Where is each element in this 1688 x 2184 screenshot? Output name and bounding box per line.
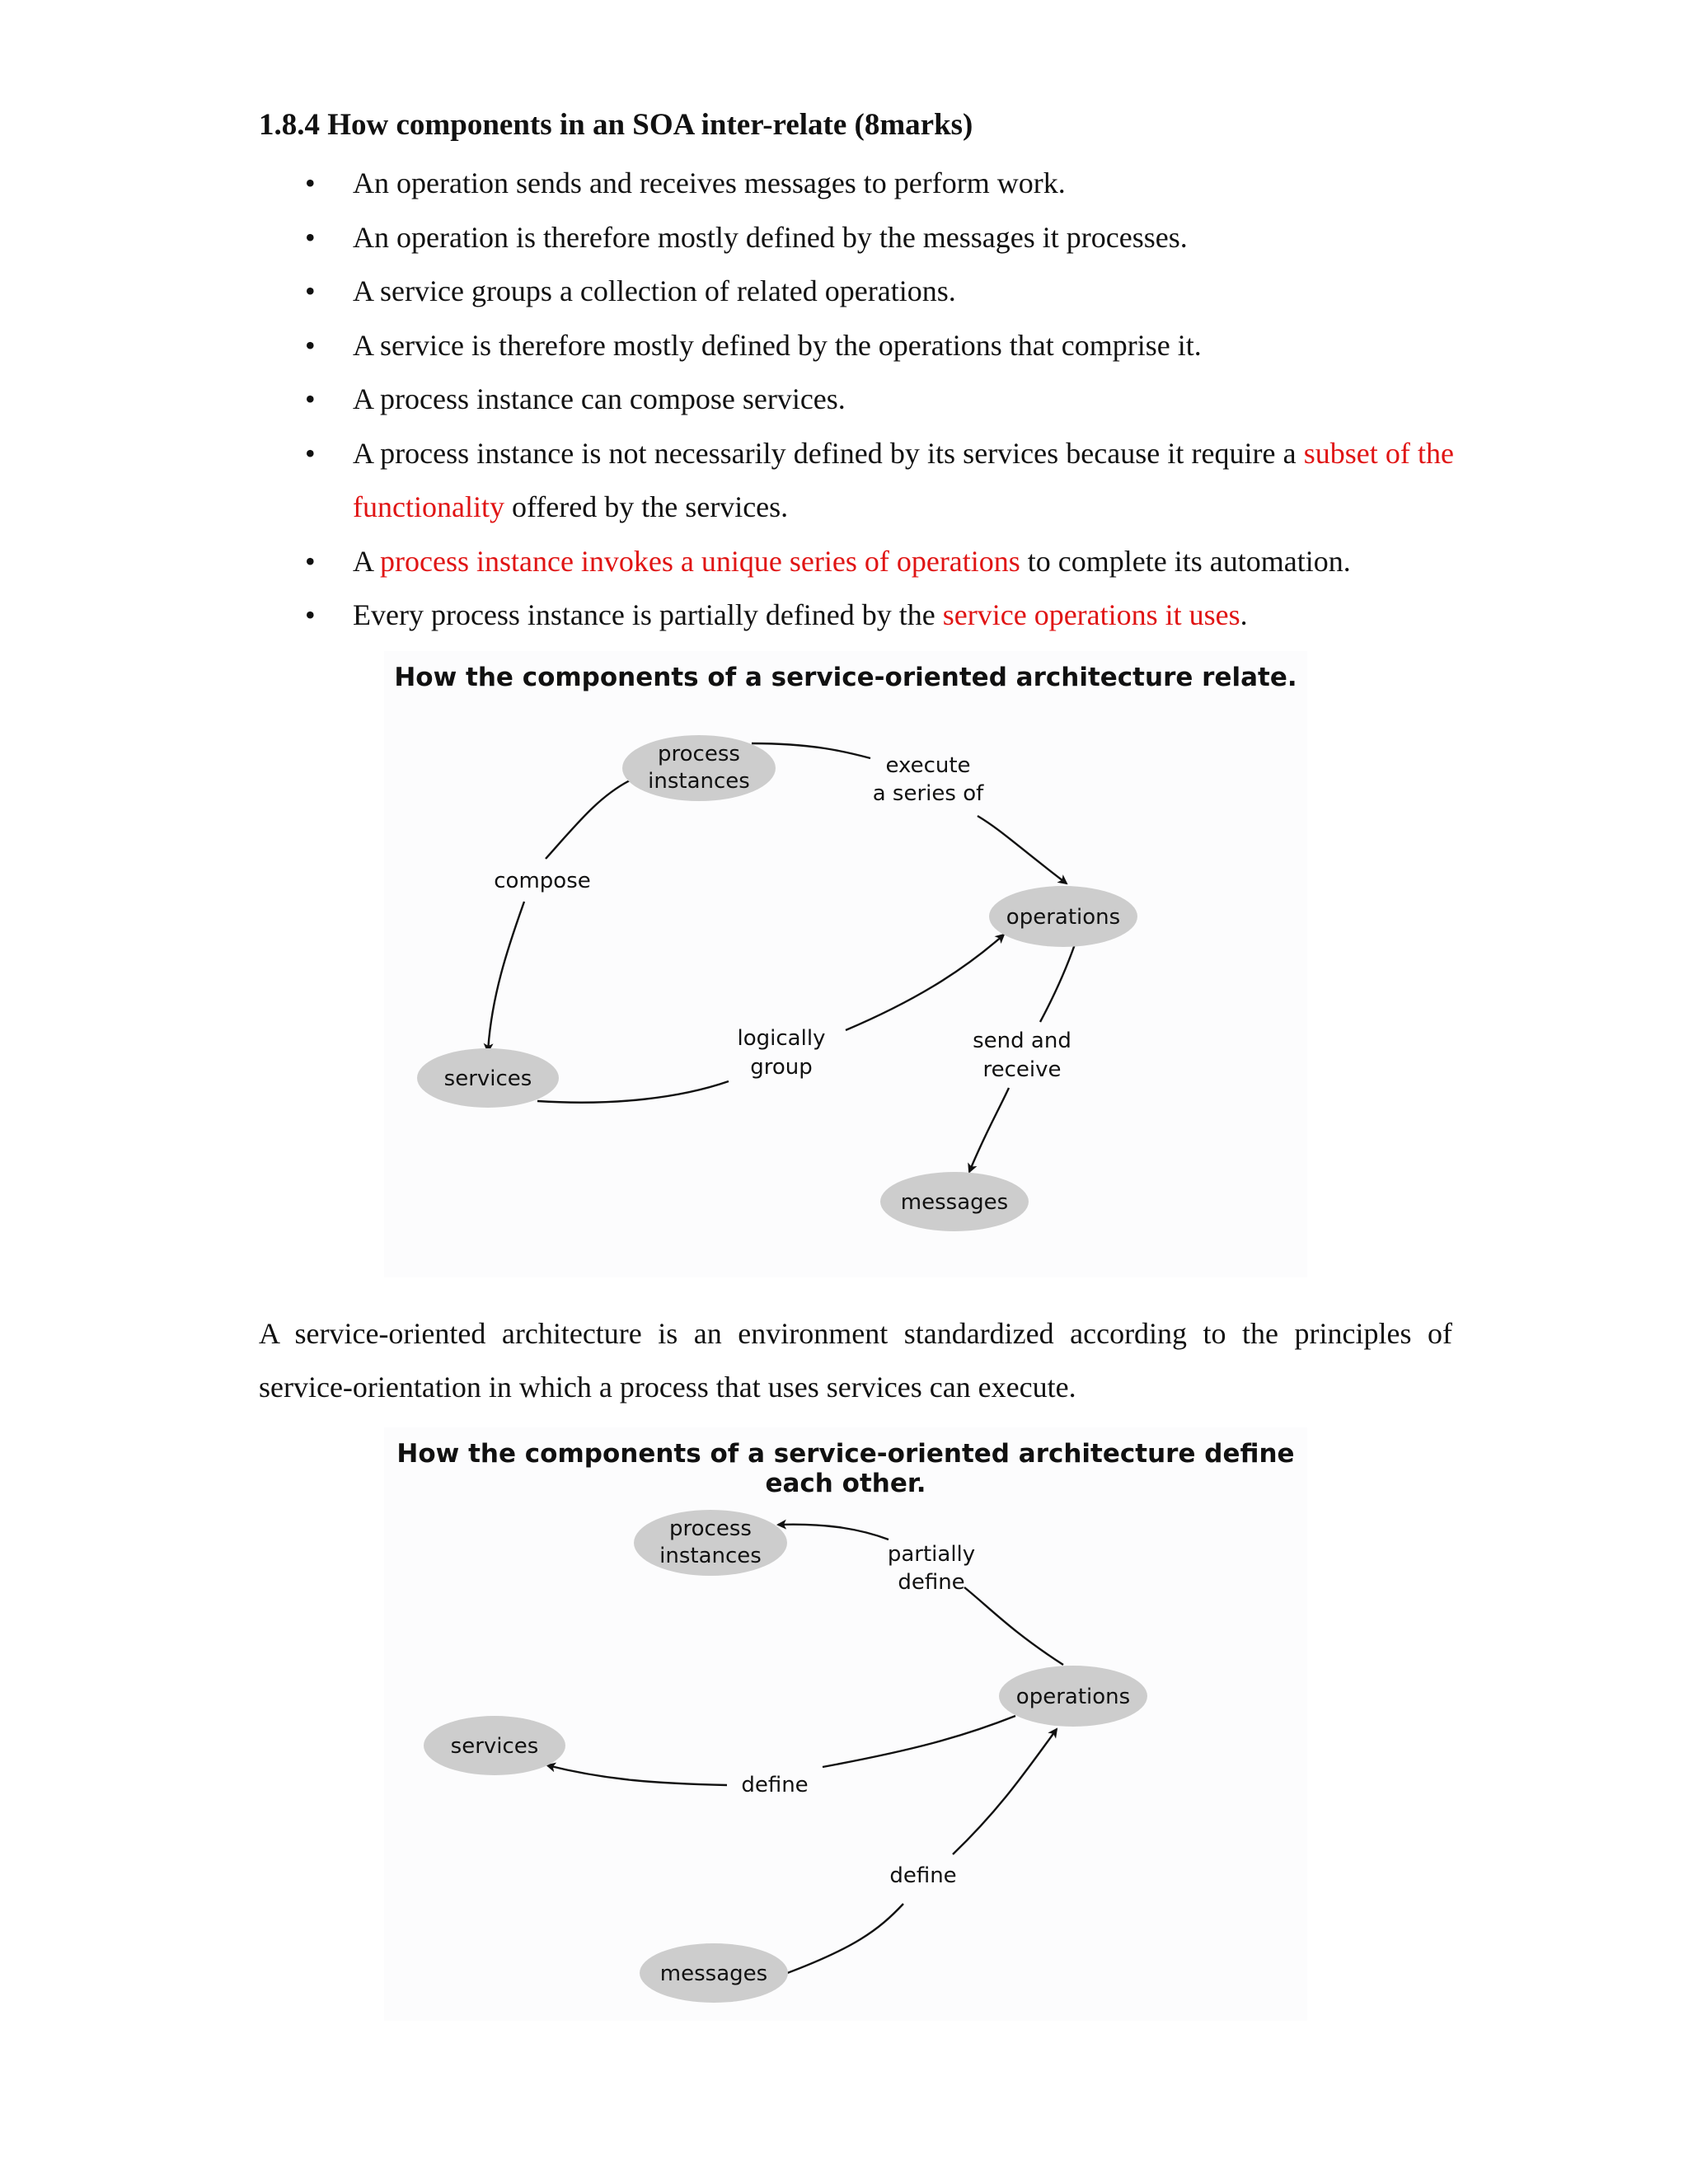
bullet-text: Every process instance is partially defined by the <box>353 598 943 631</box>
edge-compose-arrow <box>488 902 524 1052</box>
bullet-text: A process instance is not necessarily defined by its services because it require a <box>353 436 1304 470</box>
edge-define-services <box>823 1716 1015 1767</box>
label-partial-1: partially <box>887 1542 976 1567</box>
label-group-1: logically <box>737 1026 826 1051</box>
node-operations <box>999 1666 1147 1727</box>
node-process-label-2: instances <box>648 769 750 794</box>
label-define-services: define <box>741 1773 809 1797</box>
body-paragraph: A service-oriented architecture is an environment standardized according to the principles of service-orientation in which a process that uses services can execute. <box>259 1317 1452 1404</box>
highlighted-text: service operations it uses <box>942 598 1240 631</box>
figure-define <box>384 1427 1307 2021</box>
node-services <box>417 1048 559 1108</box>
highlighted-text: process instance invokes a unique series of operations <box>380 544 1020 578</box>
node-process-label-2: instances <box>659 1544 762 1568</box>
bullet-item <box>259 373 1454 427</box>
bullet-marker: • <box>305 382 316 415</box>
edge-send-arrow <box>969 1088 1009 1172</box>
bullet-text: A <box>353 544 381 578</box>
label-send-2: receive <box>982 1057 1062 1082</box>
bullet-item <box>259 319 1454 373</box>
bullet-text: offered by the services. <box>504 490 789 523</box>
bullet-marker: • <box>305 544 316 578</box>
edge-partial-arrow <box>778 1525 889 1540</box>
edge-group <box>537 1081 729 1103</box>
edge-send <box>1040 944 1075 1022</box>
label-group-2: group <box>750 1055 813 1080</box>
bullet-marker: • <box>305 166 316 199</box>
edge-define-messages <box>783 1904 903 1975</box>
node-process-instances <box>622 735 776 801</box>
bullet-item <box>259 535 1454 589</box>
node-services <box>424 1716 565 1775</box>
bullet-text: . <box>1240 598 1248 631</box>
bullet-marker: • <box>305 274 316 307</box>
bullet-text: A process instance can compose services. <box>353 382 846 415</box>
node-operations <box>989 886 1137 947</box>
bullet-item <box>259 588 1454 643</box>
node-operations-label: operations <box>1006 905 1121 930</box>
bullet-item <box>259 427 1454 535</box>
bullet-list <box>259 157 1454 643</box>
figure-relate-diagram <box>384 651 1307 1277</box>
edge-execute-arrow <box>978 816 1067 883</box>
node-process-instances <box>634 1510 787 1576</box>
node-process-label-1: process <box>669 1516 752 1541</box>
bullet-marker: • <box>305 598 316 631</box>
node-services-label: services <box>450 1734 539 1759</box>
label-define-messages: define <box>889 1863 957 1888</box>
edge-group-arrow <box>846 935 1004 1030</box>
figure-define-title: How the components of a service-oriented architecture define each other. <box>396 1439 1295 1498</box>
figure-define-diagram <box>384 1427 1307 2021</box>
figure-relate-title: How the components of a service-oriented architecture relate. <box>394 663 1297 692</box>
edge-compose <box>546 780 631 859</box>
highlighted-text: subset of the functionality <box>353 436 1454 523</box>
label-execute-1: execute <box>885 753 971 778</box>
bullet-marker: • <box>305 220 316 254</box>
node-operations-label: operations <box>1015 1685 1131 1709</box>
node-services-label: services <box>443 1066 532 1091</box>
bullet-text: A service is therefore mostly defined by the operations that comprise it. <box>353 328 1202 362</box>
bullet-text: An operation is therefore mostly defined by the messages it processes. <box>353 220 1188 254</box>
label-partial-2: define <box>898 1570 965 1595</box>
node-messages <box>880 1172 1029 1231</box>
bullet-text: An operation sends and receives messages to perform work. <box>353 166 1066 199</box>
node-messages-label: messages <box>659 1961 768 1986</box>
label-send-1: send and <box>973 1029 1071 1053</box>
bullet-item <box>259 265 1454 319</box>
bullet-text: to complete its automation. <box>1020 544 1351 578</box>
bullet-item <box>259 157 1454 211</box>
section-heading: 1.8.4 How components in an SOA inter-relate (8marks) <box>259 108 973 142</box>
node-messages <box>640 1943 788 2003</box>
bullet-marker: • <box>305 436 316 470</box>
edge-partial <box>964 1587 1063 1665</box>
label-execute-2: a series of <box>872 781 984 806</box>
edge-define-services-arrow <box>547 1765 727 1785</box>
node-process-label-1: process <box>658 742 740 766</box>
edge-define-messages-arrow <box>953 1729 1057 1854</box>
figure-relate <box>384 651 1307 1277</box>
bullet-text: A service groups a collection of related operations. <box>353 274 956 307</box>
label-compose: compose <box>494 869 591 893</box>
node-messages-label: messages <box>900 1190 1009 1215</box>
bullet-marker: • <box>305 328 316 362</box>
bullet-item <box>259 211 1454 265</box>
